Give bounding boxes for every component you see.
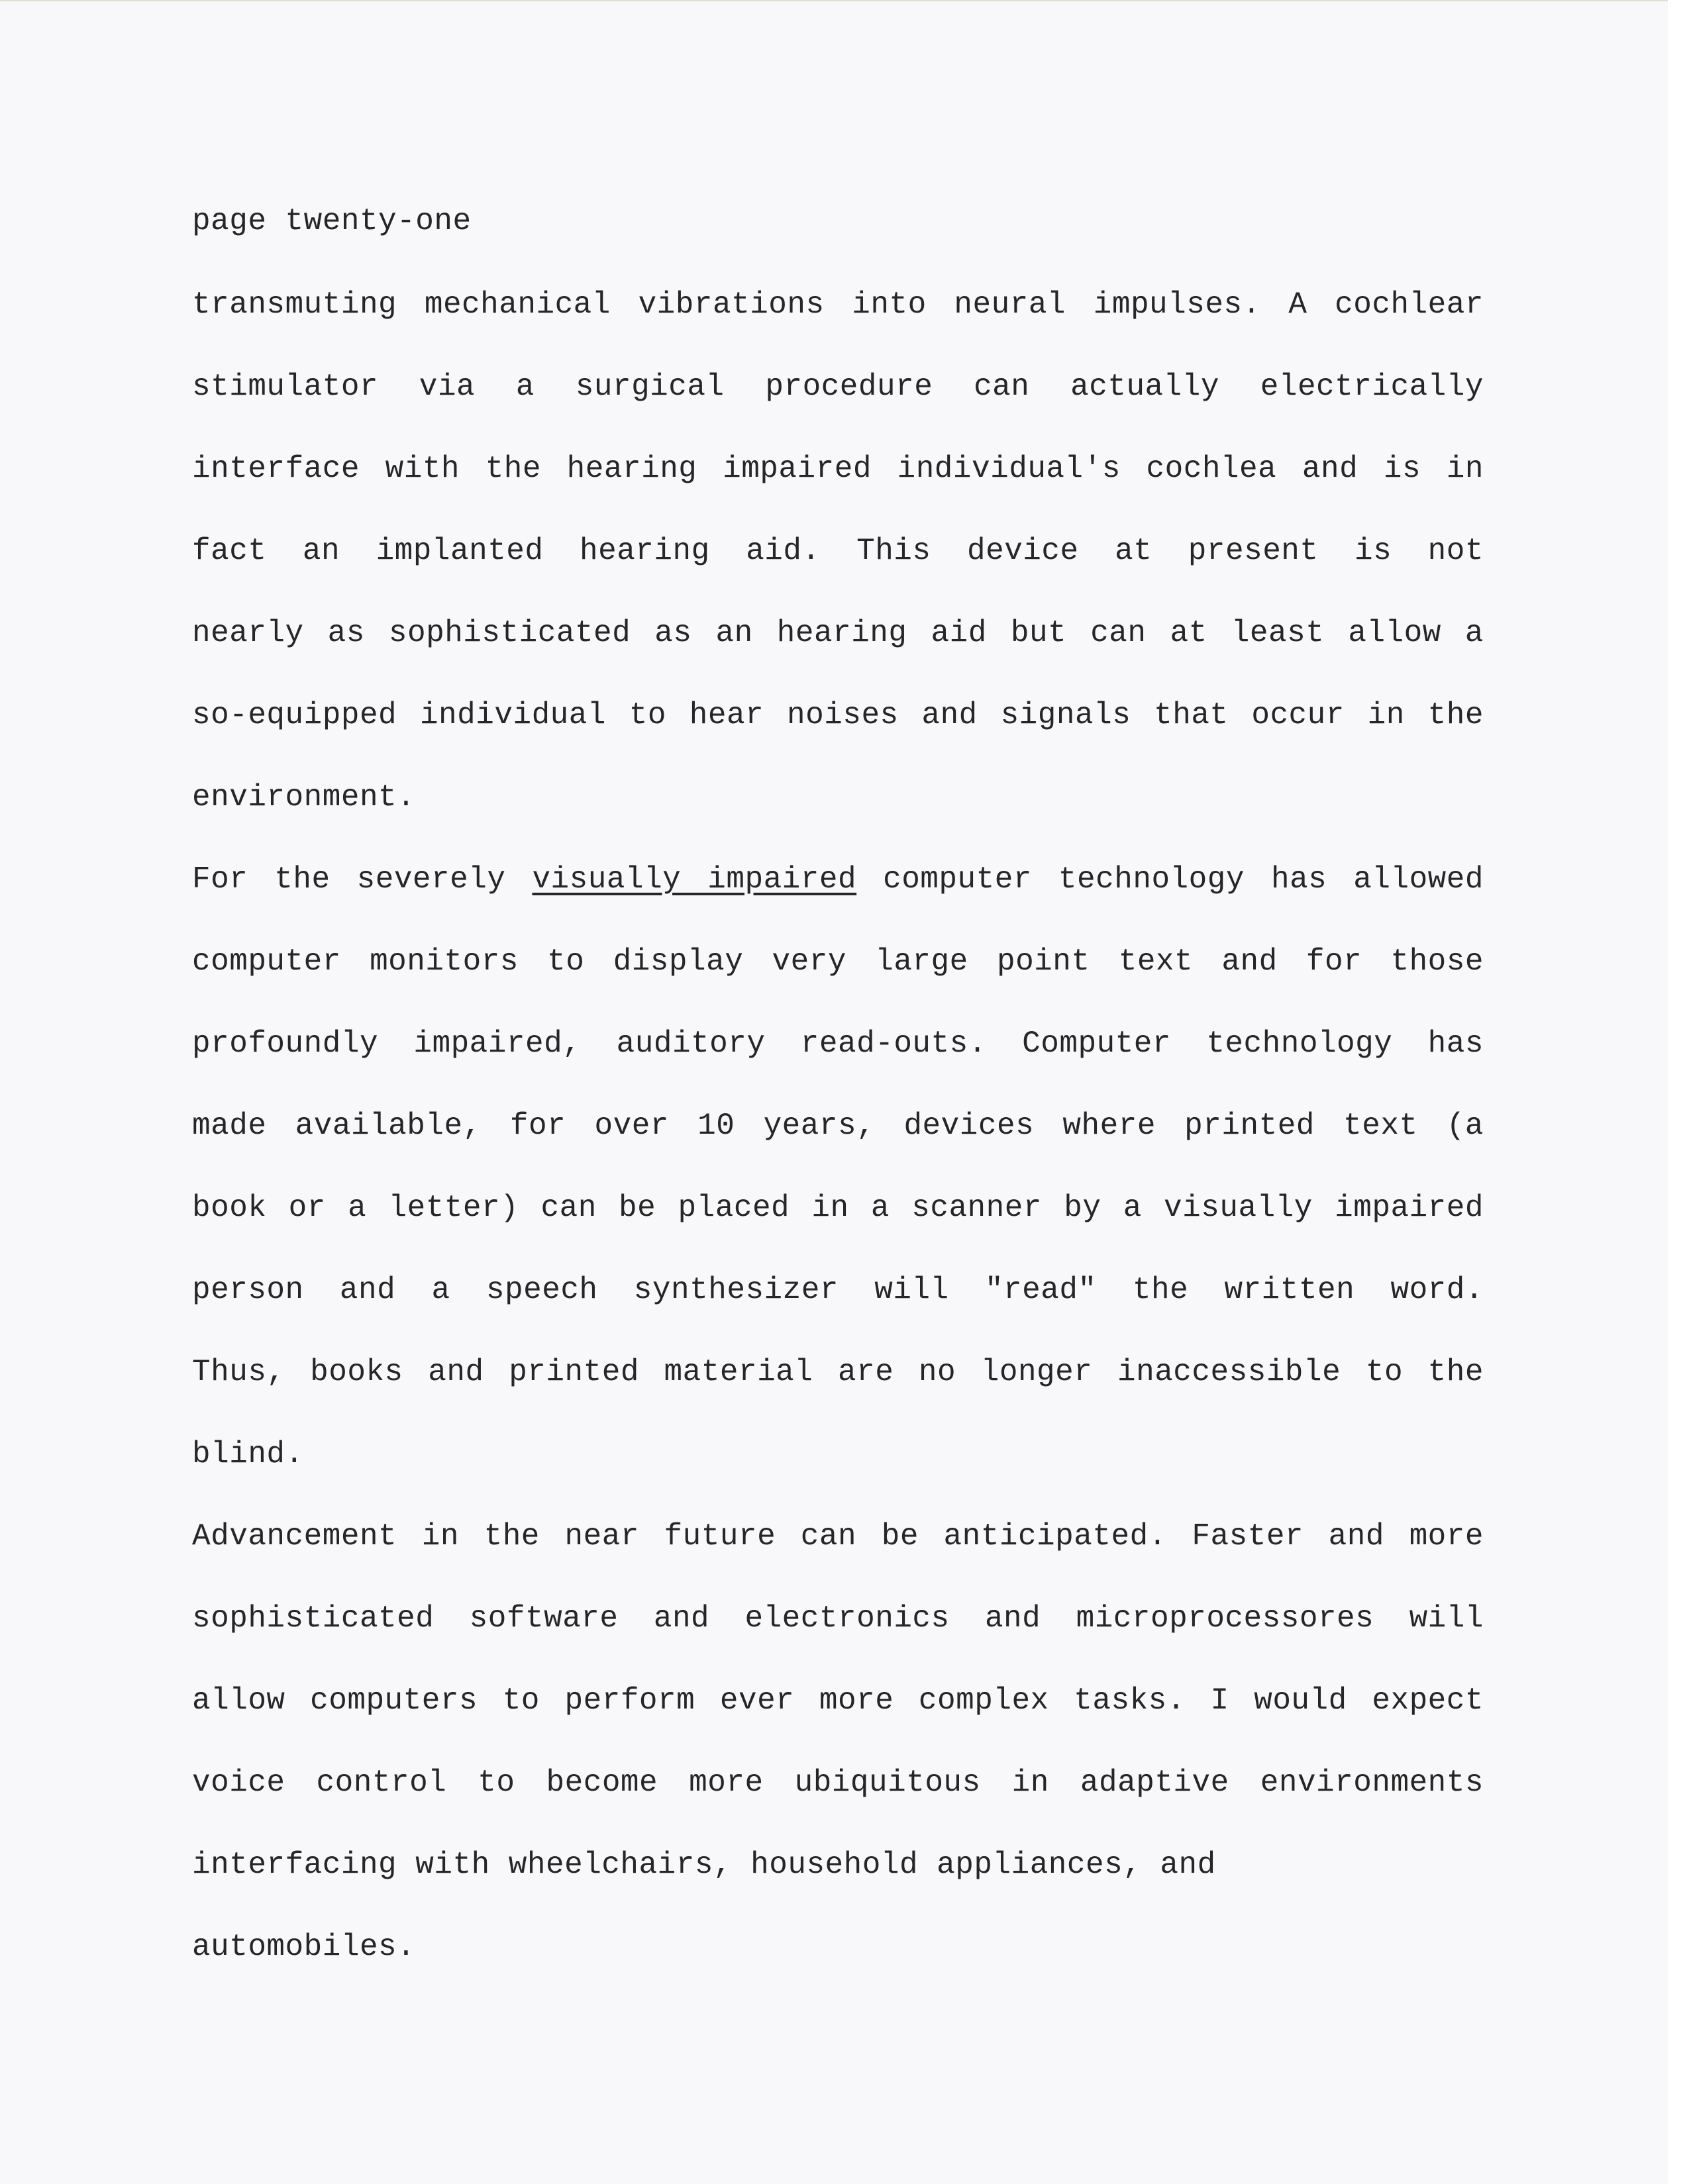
page-header: page twenty-one [192, 204, 472, 238]
text-line: Advancement in the near future can be anticipated. Faster and more [192, 1519, 1484, 1554]
text-line: environment. [192, 780, 416, 815]
text-line [192, 838, 1484, 920]
text-line: profoundly impaired, auditory read-outs. Computer technology has [192, 1026, 1484, 1061]
text-line: interface with the hearing impaired individual's cochlea and is in [192, 452, 1484, 486]
text-line: interfacing with wheelchairs, household appliances, and [192, 1848, 1216, 1882]
page-body [192, 180, 1484, 1988]
text-line: person and a speech synthesizer will "read" the written word. [192, 1273, 1484, 1307]
text-line: automobiles. [192, 1930, 416, 1964]
text-line: allow computers to perform ever more complex tasks. I would expect [192, 1683, 1484, 1718]
text-line: nearly as sophisticated as an hearing aid but can at least allow a [192, 616, 1484, 650]
text-line: book or a letter) can be placed in a scanner by a visually impaired [192, 1191, 1484, 1225]
text-line: stimulator via a surgical procedure can actually electrically [192, 370, 1484, 404]
text-line: made available, for over 10 years, devices where printed text (a [192, 1109, 1484, 1143]
text-segment: For the severely [192, 862, 533, 897]
text-line: so-equipped individual to hear noises and signals that occur in the [192, 698, 1484, 732]
page-margin-edge [1668, 0, 1689, 2183]
paragraph-future-advancement [192, 1495, 1484, 1988]
text-line: fact an implanted hearing aid. This device at present is not [192, 534, 1484, 568]
text-line: Thus, books and printed material are no longer inaccessible to the [192, 1355, 1484, 1389]
paragraph-visually-impaired [192, 838, 1484, 1495]
text-line: voice control to become more ubiquitous in adaptive environments [192, 1765, 1484, 1800]
text-line: transmuting mechanical vibrations into neural impulses. A cochlear [192, 287, 1484, 322]
text-line: blind. [192, 1437, 304, 1471]
paragraph-cochlear-stimulator [192, 264, 1484, 838]
text-line: sophisticated software and electronics and microprocessores will [192, 1601, 1484, 1636]
text-segment: computer technology has allowed [856, 862, 1484, 897]
underlined-term: visually impaired [532, 862, 857, 897]
text-line: computer monitors to display very large point text and for those [192, 944, 1484, 979]
